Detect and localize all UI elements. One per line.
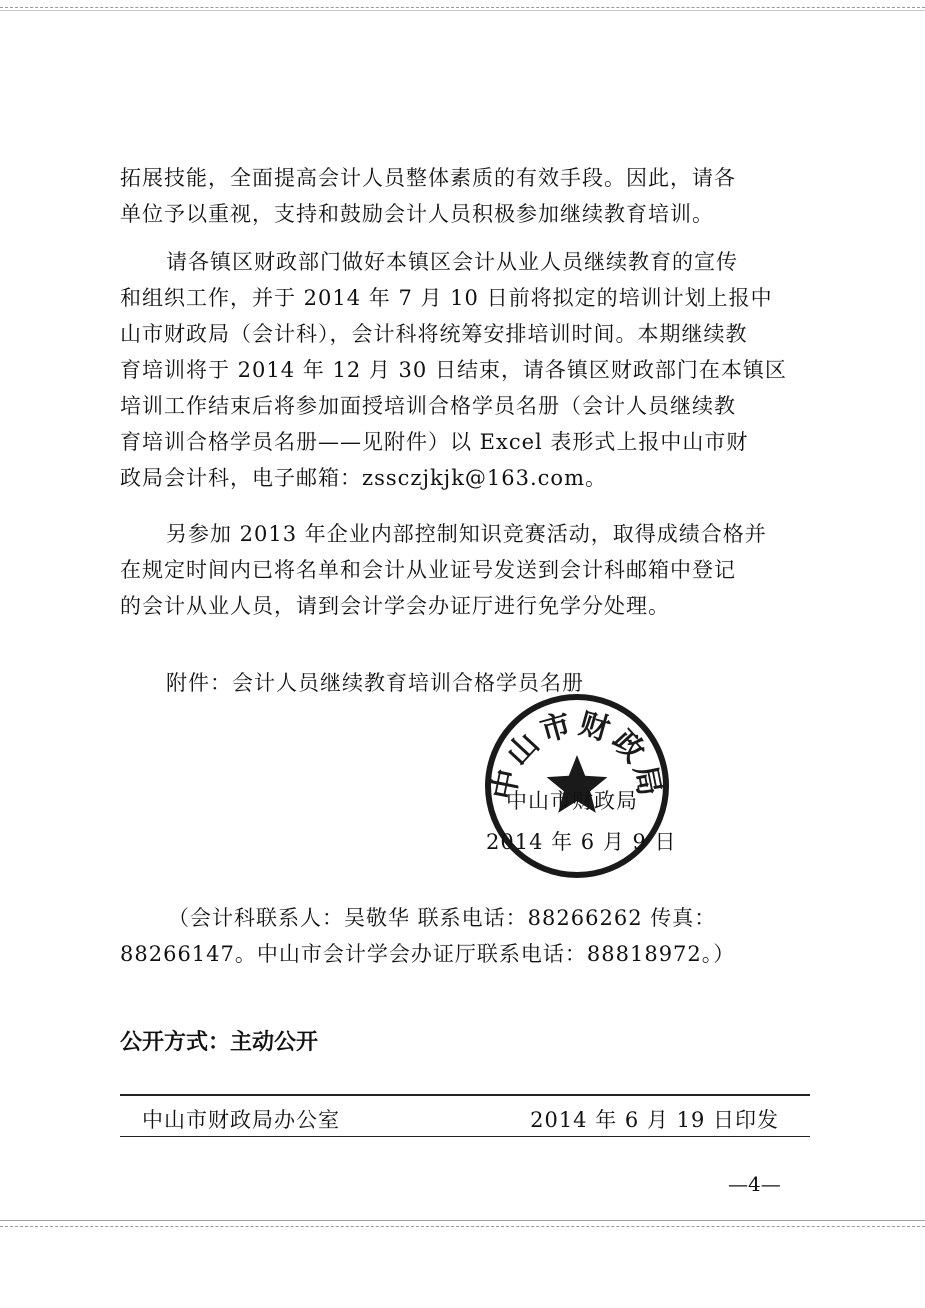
attachment-line: 附件：会计人员继续教育培训合格学员名册	[166, 671, 584, 695]
scan-edge-top	[0, 7, 925, 8]
text-line: 拓展技能，全面提高会计人员整体素质的有效手段。因此，请各	[120, 166, 736, 190]
text-line: 育培训将于 2014 年 12 月 30 日结束，请各镇区财政部门在本镇区	[120, 358, 787, 382]
scan-edge-bottom	[0, 1220, 925, 1221]
page-number: —4—	[728, 1172, 781, 1196]
signature-organization: 中山市财政局	[506, 789, 638, 813]
footer-issuer: 中山市财政局办公室	[142, 1108, 340, 1132]
text-line: 在规定时间内已将名单和会计从业证号发送到会计科邮箱中登记	[120, 558, 736, 582]
footer-rule-top	[120, 1094, 810, 1096]
signature-date: 2014 年 6 月 9 日	[486, 830, 677, 854]
body-paragraph-3	[120, 516, 810, 624]
scan-edge-top-solid	[0, 10, 925, 11]
text-line: 育培训合格学员名册——见附件）以 Excel 表形式上报中山市财	[120, 430, 749, 454]
text-line: 请各镇区财政部门做好本镇区会计从业人员继续教育的宣传	[166, 250, 738, 274]
text-line: （会计科联系人：吴敬华 联系电话：88266262 传真：	[168, 906, 717, 930]
text-line: 另参加 2013 年企业内部控制知识竞赛活动，取得成绩合格并	[166, 522, 767, 546]
footer-issue-date: 2014 年 6 月 19 日印发	[530, 1108, 779, 1132]
publish-mode: 公开方式：主动公开	[120, 1030, 319, 1055]
body-paragraph-1	[120, 160, 810, 232]
footer-rule-bottom	[120, 1136, 810, 1137]
text-line: 的会计从业人员，请到会计学会办证厅进行免学分处理。	[120, 594, 670, 618]
body-paragraph-2	[120, 244, 810, 496]
text-line: 政局会计科，电子邮箱：zssczjkjk@163.com。	[120, 466, 607, 490]
scan-edge-bottom-dashed	[0, 1226, 925, 1227]
text-line: 88266147。中山市会计学会办证厅联系电话：88818972。）	[120, 942, 736, 966]
text-line: 和组织工作，并于 2014 年 7 月 10 日前将拟定的培训计划上报中	[120, 286, 773, 310]
seal-text: 中山市财政局	[486, 706, 668, 803]
text-line: 山市财政局（会计科），会计科将统筹安排培训时间。本期继续教	[120, 322, 748, 346]
text-line: 培训工作结束后将参加面授培训合格学员名册（会计人员继续教	[120, 394, 736, 418]
text-line: 单位予以重视，支持和鼓励会计人员积极参加继续教育培训。	[120, 202, 714, 226]
contact-info	[120, 900, 810, 972]
